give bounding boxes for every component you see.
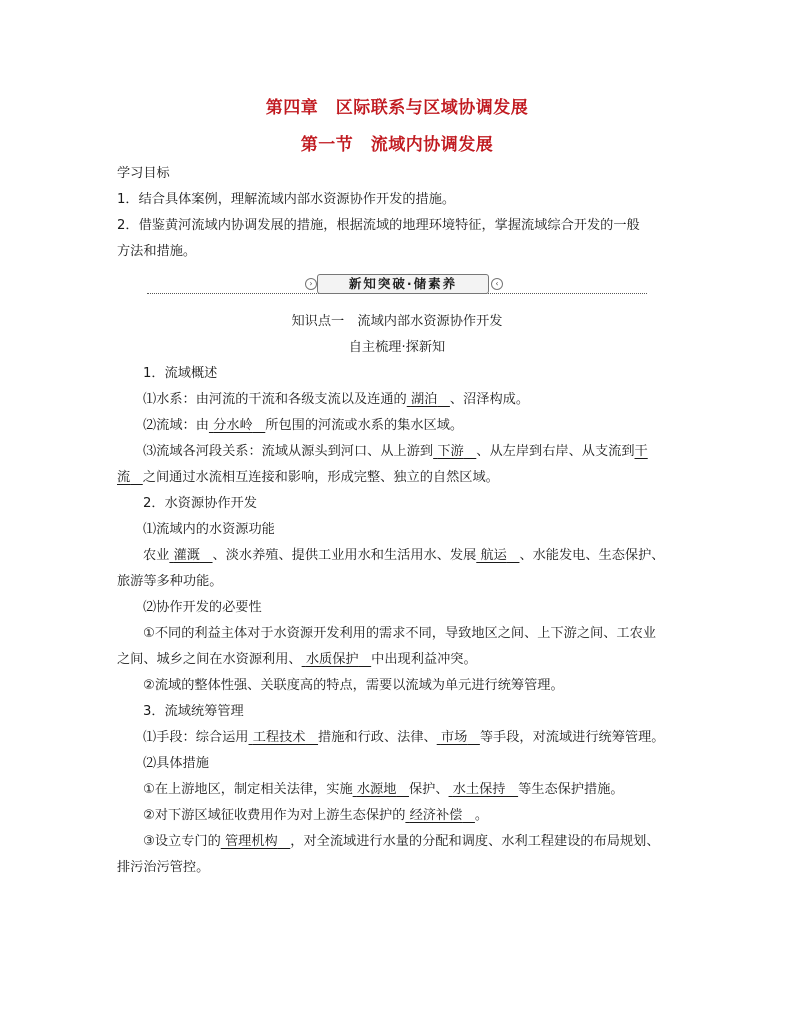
fill-blank	[249, 730, 319, 745]
s1-item-2	[143, 417, 723, 435]
s3-1-text	[143, 729, 723, 747]
chapter-title: 第四章 区际联系与区域协调发展	[265, 98, 529, 118]
text: 措施和行政、法律、	[318, 730, 437, 745]
text: 中出现利益冲突。	[371, 652, 477, 667]
answer: 经济补偿	[409, 808, 463, 823]
fill-blank	[117, 470, 143, 485]
objective-item-2: 2．借鉴黄河流域内协调发展的措施，根据流域的地理环境特征，掌握流域综合开发的一般	[117, 218, 640, 233]
fill-blank	[635, 444, 648, 459]
answer: 水质保护	[305, 652, 359, 667]
s1-item-3-cont	[117, 469, 697, 487]
text: 等生态保护措施。	[518, 782, 624, 797]
text: ⑶流域各河段关系：流域从源头到河口、从上游到	[143, 444, 434, 459]
text: 、淡水养殖、提供工业用水和生活用水、发展	[212, 548, 477, 563]
text: 之间、城乡之间在水资源利用、	[117, 652, 302, 667]
answer: 流	[117, 470, 131, 485]
objective-item-2-cont: 方法和措施。	[117, 244, 197, 259]
answer: 下游	[437, 444, 464, 459]
answer: 灌溉	[173, 548, 200, 563]
text: 、水能发电、生态保护、	[519, 548, 665, 563]
text: 。	[474, 808, 489, 823]
s3-2-item-3	[143, 833, 723, 851]
fill-blank	[302, 652, 372, 667]
answer: 管理机构	[224, 834, 278, 849]
fill-blank	[209, 418, 265, 433]
answer: 分水岭	[213, 418, 253, 433]
fill-blank	[407, 392, 450, 407]
fill-blank	[169, 548, 212, 563]
fill-blank	[449, 782, 519, 797]
s1-item-3	[143, 443, 723, 461]
text: ③设立专门的	[143, 834, 221, 849]
s3-2-item-1	[143, 781, 723, 799]
text: ⑴水系：由河流的干流和各级支流以及连通的	[143, 392, 407, 407]
section-title: 第一节 流域内协调发展	[300, 135, 494, 155]
text: ①在上游地区，制定相关法律，实施	[143, 782, 353, 797]
answer: 市场	[440, 730, 468, 745]
section-banner	[117, 272, 677, 298]
s2-1-text-cont: 旅游等多种功能。	[117, 574, 223, 589]
text: ，对全流域进行水量的分配和调度、水利工程建设的布局规划、	[290, 834, 660, 849]
fill-blank	[221, 834, 291, 849]
text: 之间通过水流相互连接和影响，形成完整、独立的自然区域。	[142, 470, 499, 485]
s2-2-item-1-cont	[117, 651, 697, 669]
answer: 水土保持	[452, 782, 506, 797]
fill-blank	[476, 548, 519, 563]
objective-item-1: 1．结合具体案例，理解流域内部水资源协作开发的措施。	[117, 192, 456, 207]
text: 农业	[143, 548, 170, 563]
fill-blank	[433, 444, 476, 459]
s1-heading: 1．流域概述	[143, 366, 218, 381]
text: ⑵流域：由	[143, 418, 209, 433]
text: ⑴手段：综合运用	[143, 730, 249, 745]
text: 所包围的河流或水系的集水区域。	[265, 418, 464, 433]
knowledge-point-title: 知识点一 流域内部水资源协作开发	[291, 314, 503, 329]
fill-blank	[437, 730, 480, 745]
fill-blank	[405, 808, 475, 823]
s2-heading: 2．水资源协作开发	[143, 496, 257, 511]
banner-label: 新知突破·储素养	[317, 274, 489, 294]
answer: 干	[634, 444, 648, 459]
s2-2-item-2: ②流域的整体性强、关联度高的特点，需要以流域为单元进行统筹管理。	[143, 678, 564, 693]
answer: 湖泊	[410, 392, 438, 407]
answer: 航运	[480, 548, 507, 563]
text: ②对下游区域征收费用作为对上游生态保护的	[143, 808, 406, 823]
knowledge-subtitle: 自主梳理·探新知	[348, 340, 446, 355]
objectives-heading: 学习目标	[117, 166, 170, 181]
right-arrow-circle-icon: ›	[305, 278, 317, 290]
s2-2-item-1: ①不同的利益主体对于水资源开发利用的需求不同，导致地区之间、上下游之间、工农业	[143, 626, 656, 641]
s3-heading: 3．流域统筹管理	[143, 704, 244, 719]
s2-2-heading: ⑵协作开发的必要性	[143, 600, 262, 615]
s1-item-1	[143, 391, 723, 409]
s2-1-text	[143, 547, 723, 565]
s2-1-heading: ⑴流域内的水资源功能	[143, 522, 275, 537]
text: 、沼泽构成。	[449, 392, 530, 407]
answer: 工程技术	[252, 730, 306, 745]
fill-blank	[353, 782, 409, 797]
s3-2-heading: ⑵具体措施	[143, 756, 209, 771]
s3-2-item-2	[143, 807, 723, 825]
text: 保护、	[408, 782, 449, 797]
text: 、从左岸到右岸、从支流到	[476, 444, 635, 459]
text: 等手段，对流域进行统筹管理。	[479, 730, 665, 745]
s3-2-item-3-cont: 排污治污管控。	[117, 860, 210, 875]
answer: 水源地	[356, 782, 397, 797]
left-arrow-circle-icon: ‹	[491, 278, 503, 290]
